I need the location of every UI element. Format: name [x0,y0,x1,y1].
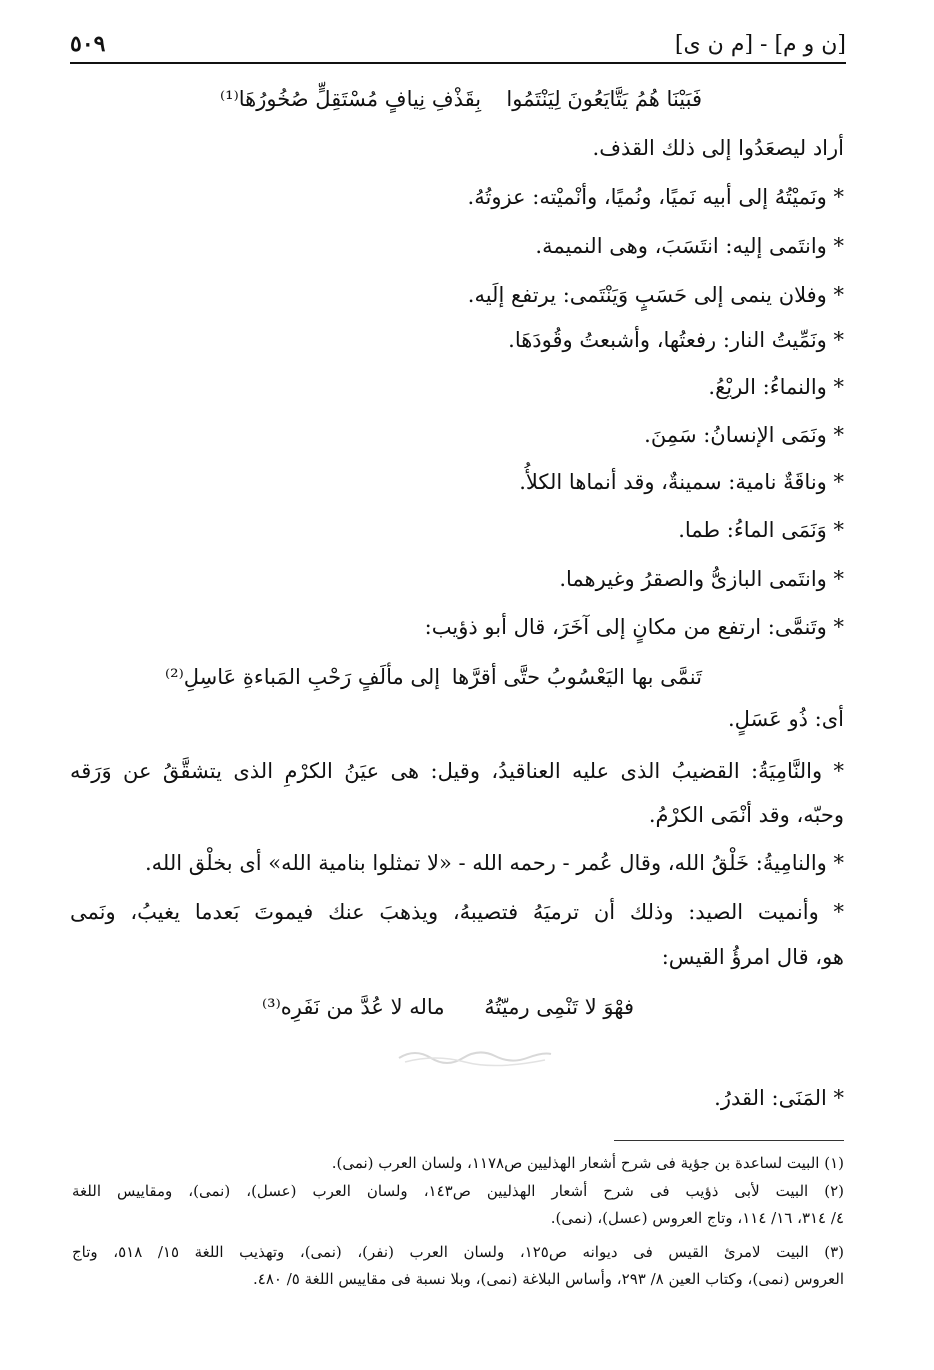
stamp-scribble-icon [395,1042,555,1068]
library-stamp [395,1042,555,1068]
text-line: * وَنَمَى الماءُ: طما. [678,518,844,542]
text-line: * وأنميت الصيد: وذلك أن ترميَهُ فتصيبهُ، ويذهبَ عنك فيموتَ بَعدما يغيبُ، ونَمى [70,900,844,924]
text-line: وحبّه، وقد أنْمَى الكرْمُ. [648,803,844,827]
page-header [70,26,846,64]
text-line: * والنامِيةُ: خَلْقُ الله، وقال عُمر - رحمه الله - «لا تمثلوا بنامية الله» أى بخلْق الله. [144,851,844,875]
text-line: أى: ذُو عَسَلٍ. [727,707,844,731]
text-line: * والنَّامِيَةُ: القضيبُ الذى عليه العناقيدُ، وقيل: هى عيَنُ الكرْمِ الذى يتشقَّقُ عن وَرَقه [70,759,844,783]
verse-hemistich: فهْوَ لا تَنْمِى رميّتُهُ [484,995,634,1019]
text-line: * وانتَمى البازىُّ والصقرُ وغيرهما. [559,567,844,591]
text-line: هو، قال امرؤُ القيس: [661,945,844,969]
text-line: * وانتَمى إليه: انتَسَبَ، وهى النميمة. [535,234,844,258]
text-line: * والنماءُ: الريْعُ. [708,375,844,399]
footnote: (٢) البيت لأبى ذؤيب فى شرح أشعار الهذليين ص١٤٣، ولسان العرب (عسل)، (نمى)، ومقاييس اللغة [72,1182,844,1200]
text-line: * وفلان ينمى إلى حَسَبٍ وَيَنْتَمى: يرتفع إلَيه. [467,283,844,307]
text-line: أراد ليصعَدُوا إلى ذلك القذف. [592,136,844,160]
text-line: * وتَنمَّى: ارتفع من مكانٍ إلى آخَرَ، قال أبو ذؤيب: [424,615,844,639]
running-head: [ن و م] - [م ن ى] [674,31,846,57]
text-line: * ونَمِّيتُ النار: رفعتُها، وأشبعتُ وقُودَهَا. [508,328,844,352]
verse-hemistich: إلى مألَفٍ رَحْبِ المَباءةِ عَاسِلِ⁽²⁾ [165,665,441,689]
verse-hemistich: فَبَيْنَا هُمُ يَتَّايَعُونَ لِيَنْتَمُوا [506,87,702,111]
page-number: ٥٠٩ [70,31,106,57]
footnote: العروس (نمى)، وكتاب العين ٨/ ٢٩٣، وأساس البلاغة (نمى)، وبلا نسبة فى مقاييس اللغة ٥/ ٤٨٠. [253,1270,844,1288]
text-line: * وناقَةٌ نامية: سمينةٌ، وقد أنماها الكلأُ. [519,470,844,494]
footnote: (٣) البيت لامرئ القيس فى ديوانه ص١٢٥، ولسان العرب (نفر)، (نمى)، وتهذيب اللغة ١٥/ ٥١٨، وتاج [72,1243,844,1261]
footnote: (١) البيت لساعدة بن جؤية فى شرح أشعار الهذليين ص١١٧٨، ولسان العرب (نمى). [331,1154,844,1172]
verse-hemistich: ماله لا عُدَّ من نَفَرِه⁽³⁾ [262,995,445,1019]
text-line: * ونَمَى الإنسانُ: سَمِنَ. [644,423,844,447]
text-line: * ونَميْتُهُ إلى أبيه نَميًا، ونُميًا، وأنْميْته: عزوتُهُ. [467,185,844,209]
verse-hemistich: تَنمَّى بها اليَعْسُوبُ حتَّى أقرَّها [451,665,702,689]
verse-hemistich: بِقَذْفِ نِيافٍ مُسْتَقِلٍّ صُخُورُهَا⁽¹⁾ [220,87,482,111]
text-line: * المَنَى: القدرُ. [714,1086,844,1110]
footnote-divider [614,1140,844,1141]
footnote: ٤/ ٣١٤، ١٦/ ١١٤، وتاج العروس (عسل)، (نمى). [550,1209,844,1227]
